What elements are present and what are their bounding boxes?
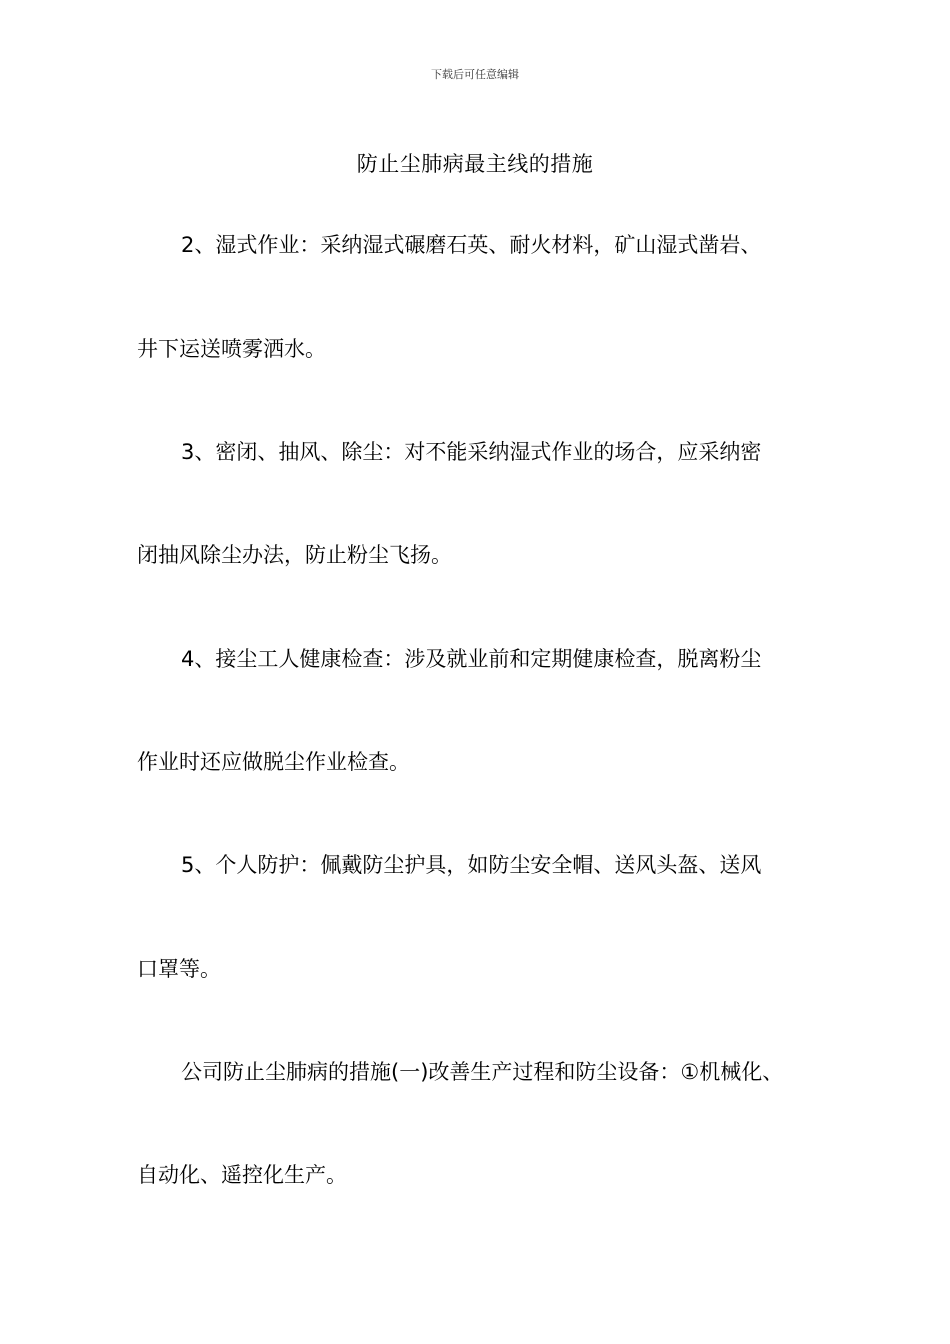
paragraph-line: 2、湿式作业：采纳湿式碾磨石英、耐火材料，矿山湿式凿岩、 [181, 233, 762, 257]
paragraph-line: 3、密闭、抽风、除尘：对不能采纳湿式作业的场合，应采纳密 [181, 440, 762, 464]
document-title: 防止尘肺病最主线的措施 [356, 152, 594, 176]
paragraph-line: 公司防止尘肺病的措施(一)改善生产过程和防尘设备：①机械化、 [181, 1060, 784, 1084]
paragraph-line: 自动化、遥控化生产。 [137, 1163, 347, 1187]
paragraph-line: 口罩等。 [137, 957, 221, 981]
header-note: 下载后可任意编辑 [431, 68, 519, 81]
paragraph-line: 4、接尘工人健康检查：涉及就业前和定期健康检查，脱离粉尘 [181, 647, 762, 671]
paragraph-line: 闭抽风除尘办法，防止粉尘飞扬。 [137, 543, 452, 567]
paragraph-line: 5、个人防护：佩戴防尘护具，如防尘安全帽、送风头盔、送风 [181, 853, 762, 877]
paragraph-line: 作业时还应做脱尘作业检查。 [137, 750, 410, 774]
paragraph-line: 井下运送喷雾洒水。 [137, 337, 326, 361]
